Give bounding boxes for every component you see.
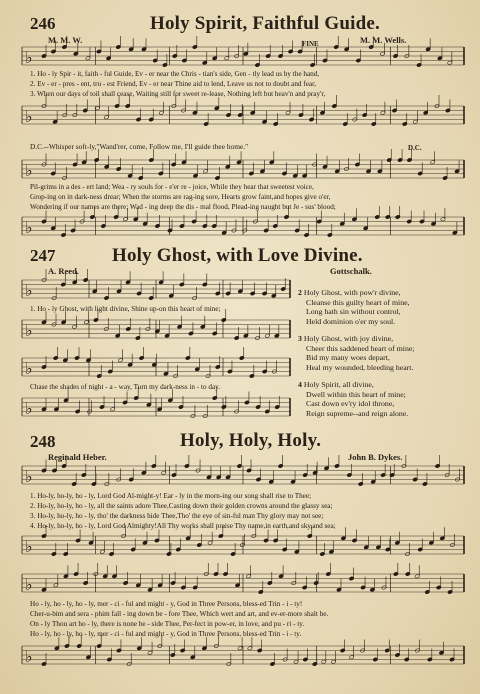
music-staff (22, 278, 290, 302)
verse-line: Grop-ing on in dark-ness drear; When the storms are rag-ing sore, Hearts grow faint,and hopes give o'er, (30, 193, 331, 201)
verse-line: Ho - ly, ho - ly, ho - ly, mer - ci - ful and might - y, God in Three Persons, bless-ed Trin - i - ty! (30, 600, 303, 608)
music-staff (22, 215, 464, 239)
hymn-author: A. Reed. (48, 266, 79, 276)
hymn-number: 246 (30, 14, 56, 33)
music-staff (22, 318, 290, 342)
verse-line: Cher-u-bim and sera - phim fall - ing down be - fore Thee, Which wert and art, and ev-er-more shalt be. (30, 610, 329, 618)
music-staff (22, 45, 464, 69)
verse-line: 1. Ho - ly Spir - it, faith - ful Guide, Ev - er near the Chris - tian's side, Gen - tly lead us by the hand, (30, 70, 320, 78)
hymn-title: Holy Ghost, with Love Divine. (112, 245, 363, 266)
verse-line: Wondering if our names are there; Wad - ing deep the dis - mal flood, Plead-ing naught but Je - sus' blood; (30, 203, 336, 211)
stanza (298, 380, 408, 418)
hymn-number: 247 (30, 246, 56, 265)
verse-line: 2. Ev - er - pres - ent, tru - est Friend, Ev - er near Thine aid to lend, Leave us not to doubt and fear, (30, 80, 316, 88)
stanza-line: Heal my wounded, bleeding heart. (306, 362, 414, 372)
music-staff (22, 396, 290, 420)
verse-line: Pil-grims in a des - ert land; Wea - ry souls for - e'er re - joice, While they hear that sweetest voice, (30, 183, 314, 191)
stanza-line: Cheer this saddened heart of mine; (306, 343, 415, 353)
verse-line: 1. Ho-ly, ho-ly, ho - ly, Lord God Al-might-y! Ear - ly in the morn-ing our song shall rise to Thee; (30, 492, 312, 500)
hymn-composer: M. M. Wells. (360, 35, 407, 45)
svg-text:♭: ♭ (25, 107, 33, 126)
music-staff (22, 534, 464, 558)
hymn-number: 248 (30, 432, 56, 451)
stanza-line: Held dominion o'er my soul. (306, 316, 396, 326)
music-staff (22, 464, 464, 488)
hymn-composer: John B. Dykes. (348, 452, 403, 462)
svg-text:♭: ♭ (25, 359, 33, 378)
stanza-line: Reign supreme--and reign alone. (306, 408, 409, 418)
verse-line: 3. When our days of toil shall cease, Waiting still for sweet re-lease, Nothing left but heav'n and pray'r, (30, 90, 326, 98)
dc-line: D.C.--Whisper soft-ly,"Wand'rer, come, Follow me, I'll guide thee home." (30, 142, 249, 151)
stanza-number: 3 (298, 334, 302, 343)
verse-line: On - ly Thou art ho - ly, there is none be - side Thee, Per-fect in pow-er, in love, and pu - ri - ty. (30, 620, 305, 628)
stanza-line: Holy Ghost, with joy divine, (303, 334, 394, 343)
dc-mark: D.C. (408, 144, 422, 152)
music-staff (22, 104, 464, 128)
verse-line: Ho - ly, ho - ly, ho - ly, mer - ci - ful and might - y, God in Three Persons, bless-ed Trin - i - ty. (30, 630, 302, 638)
hymn-title: Holy, Holy, Holy. (180, 430, 322, 451)
svg-text:♭: ♭ (25, 467, 33, 486)
stanza-line: Dwell within this heart of mine; (306, 389, 406, 399)
fine-mark: FINE (302, 40, 319, 48)
verse-line: 3. Ho-ly, ho-ly, ho - ly, tho' the darkness hide Thee,Tho' the eye of sin-ful man Thy glory may not see; (30, 512, 324, 520)
svg-text:♭: ♭ (25, 537, 33, 556)
music-staff (22, 356, 290, 380)
stanza (298, 334, 414, 372)
music-staff (22, 572, 464, 596)
svg-text:♭: ♭ (25, 218, 33, 237)
svg-text:♭: ♭ (25, 161, 33, 180)
hymn-author: M. M. W. (48, 35, 83, 45)
svg-text:♭: ♭ (25, 647, 33, 666)
svg-text:♭: ♭ (25, 399, 33, 418)
svg-text:♭: ♭ (25, 48, 33, 67)
verse-line: 2. Ho-ly, ho-ly, ho - ly, all the saints adore Thee,Casting down their golden crowns around the glassy sea; (30, 502, 333, 510)
svg-text:♭: ♭ (25, 281, 33, 300)
music-staff (22, 158, 464, 182)
stanza (298, 288, 410, 326)
stanza-line: Holy Spirit, all divine, (303, 380, 374, 389)
stanza-line: Bid my many woes depart, (306, 353, 390, 363)
stanza-line: Cast down ev'ry idol throne, (306, 399, 395, 409)
hymn-title: Holy Spirit, Faithful Guide. (150, 13, 380, 34)
svg-text:♭: ♭ (25, 575, 33, 594)
hymn-author: Reginald Heber. (48, 452, 107, 462)
hymn-composer: Gottschalk. (330, 266, 372, 276)
verse-line: 4. Ho-ly, ho-ly, ho - ly, Lord God Almighty!All Thy works shall praise Thy name,in earth,and sky,and sea; (30, 522, 336, 530)
verse-line: 1. Ho - ly Ghost, with light divine, Shine up-on this heart of mine; (30, 305, 221, 313)
music-staff (22, 644, 464, 668)
svg-text:♭: ♭ (25, 321, 33, 340)
stanza-line: Cleanse this guilty heart of mine, (306, 297, 410, 307)
stanza-line: Long hath sin without control, (306, 307, 401, 317)
stanza-number: 2 (298, 288, 302, 297)
verse-line: Chase the shades of night - a - way, Turn my dark-ness in - to day. (30, 383, 221, 391)
stanza-number: 4 (298, 380, 302, 389)
stanza-line: Holy Ghost, with pow'r divine, (303, 288, 401, 297)
